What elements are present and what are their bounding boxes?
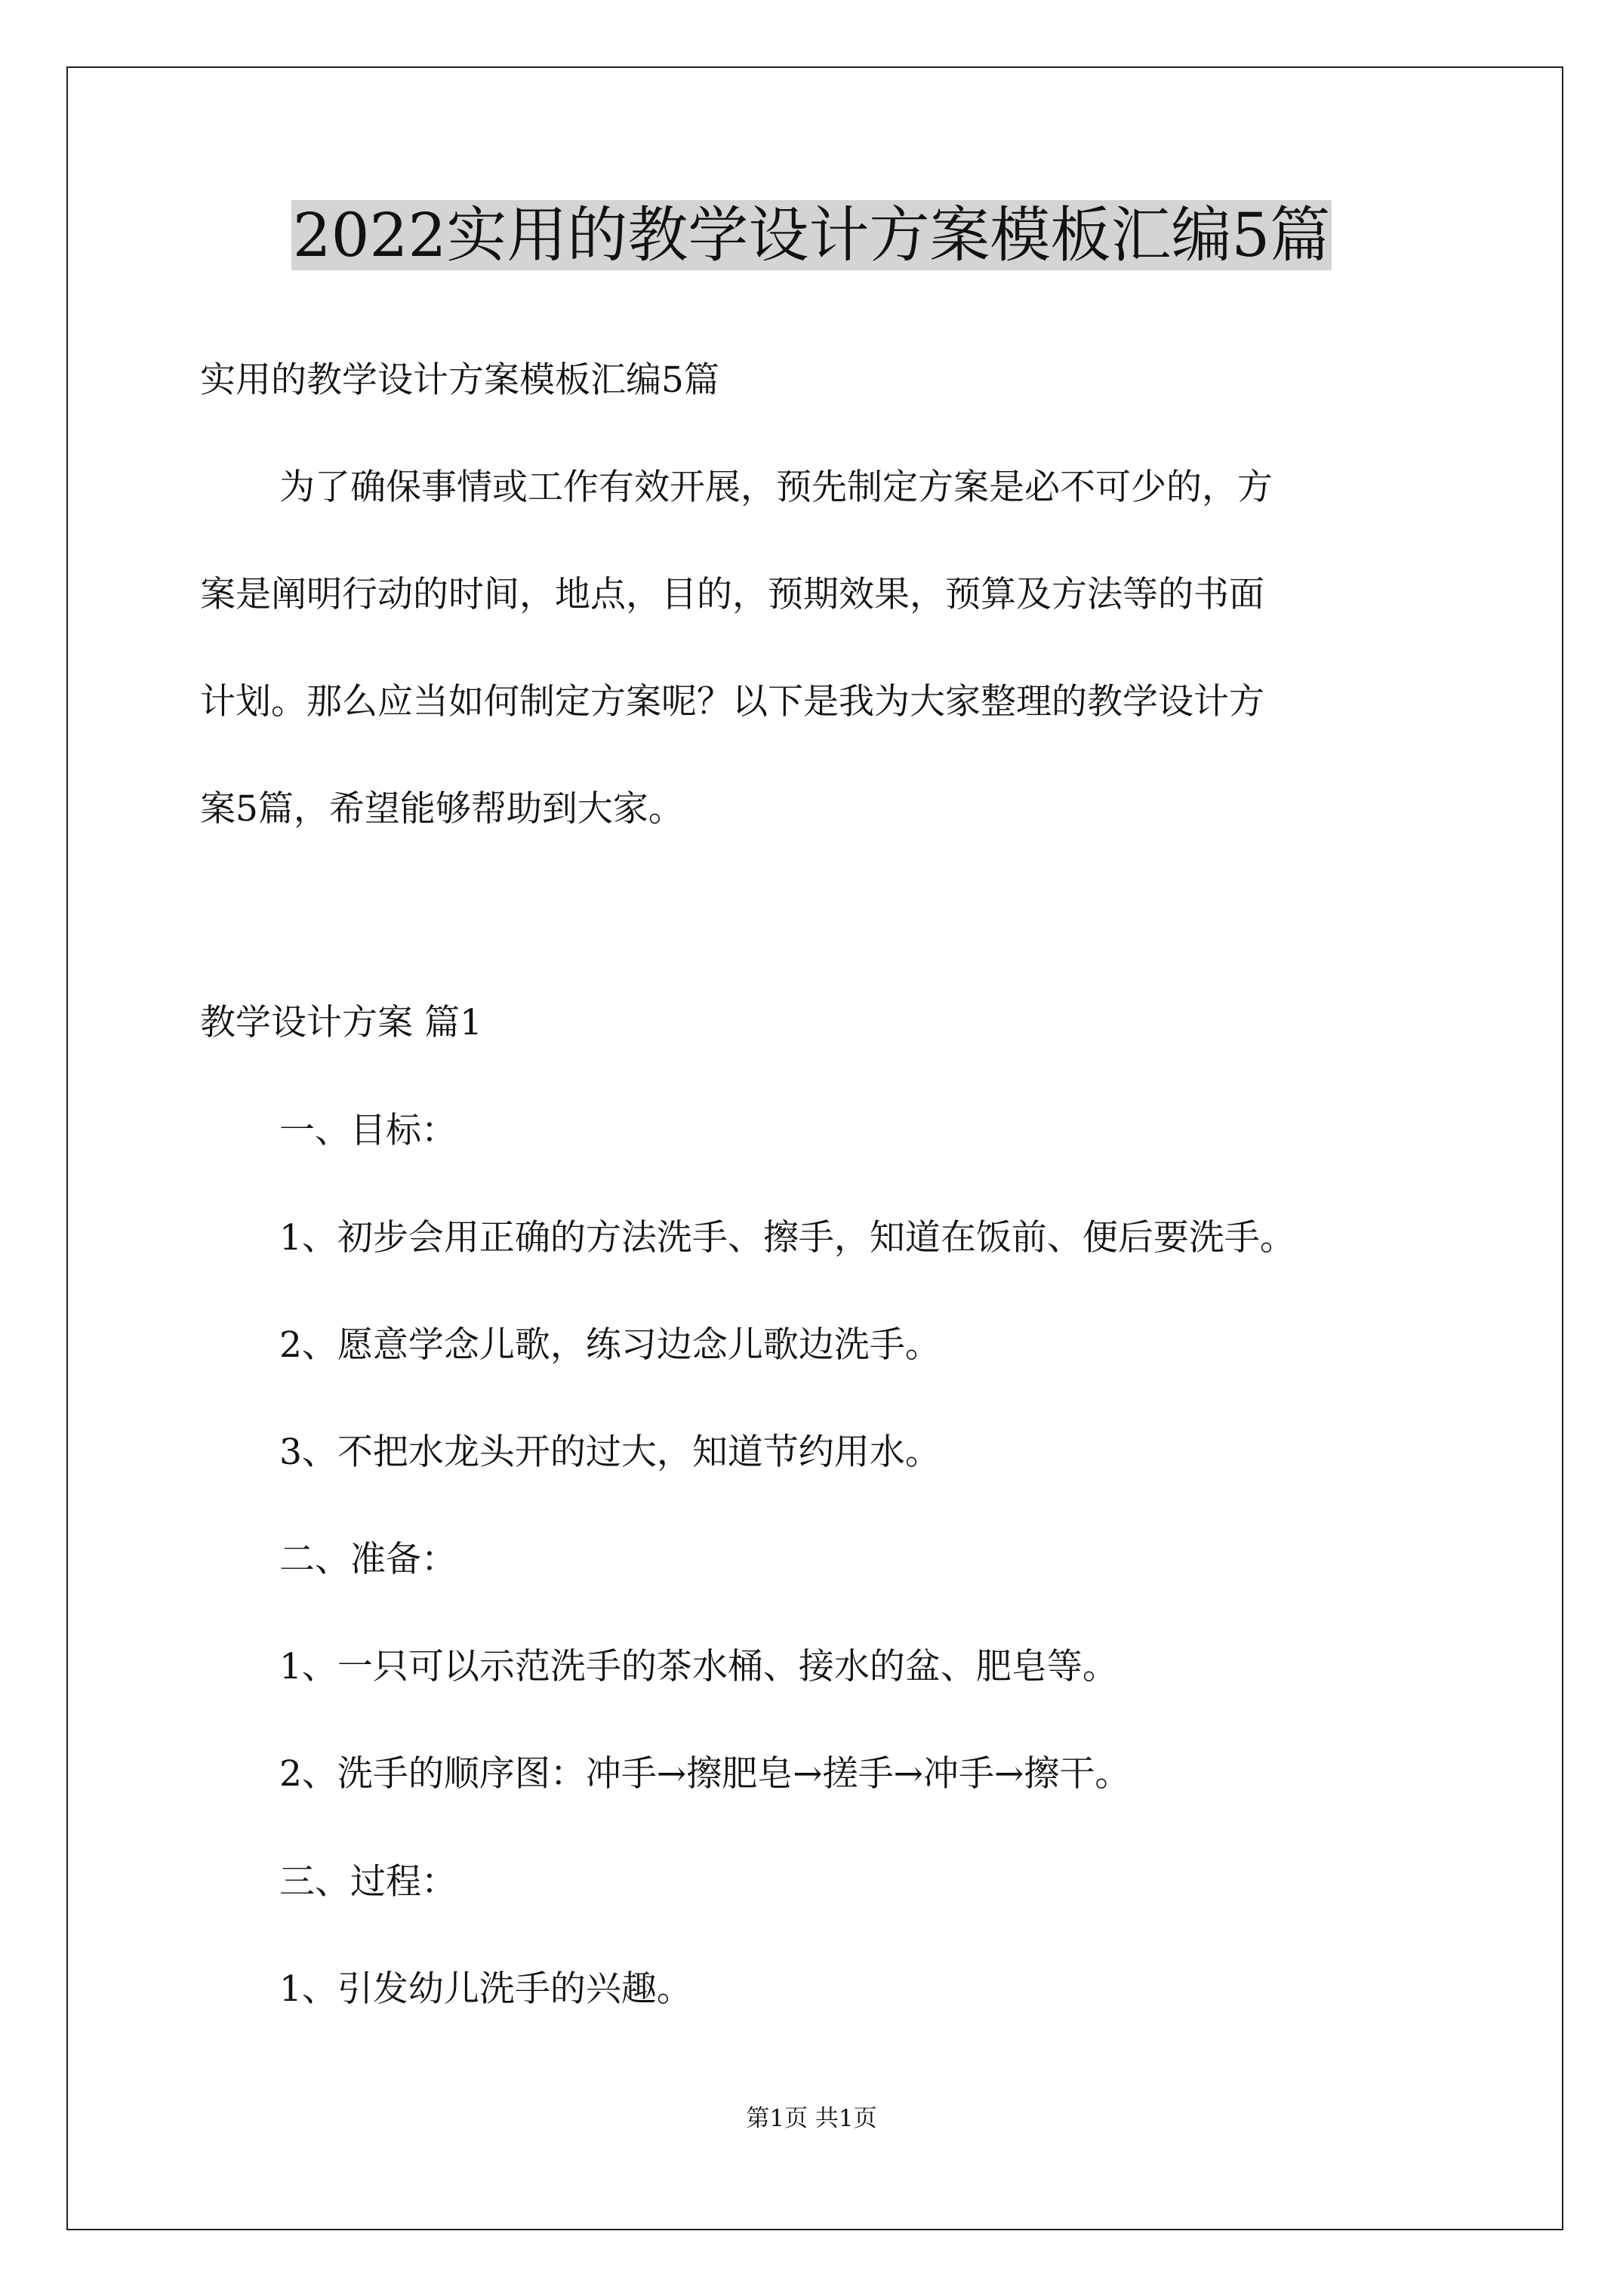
body-line-3: 2、愿意学念儿歌，练习边念儿歌边洗手。 [279,1324,941,1366]
intro-line-1: 为了确保事情或工作有效开展，预先制定方案是必不可少的，方 [279,467,1273,508]
section-heading: 教学设计方案 篇1 [200,1002,482,1043]
page-footer: 第1页 共1页 [746,2105,877,2132]
document-title-text: 2022实用的教学设计方案模板汇编5篇 [292,200,1331,270]
document-title [0,198,1623,273]
body-line-6: 1、一只可以示范洗手的茶水桶、接水的盆、肥皂等。 [279,1646,1118,1687]
body-line-9: 1、引发幼儿洗手的兴趣。 [279,1968,692,2010]
body-line-7: 2、洗手的顺序图：冲手→擦肥皂→搓手→冲手→擦干。 [279,1753,1131,1795]
body-line-1: 一、目标： [279,1110,457,1151]
body-line-2: 1、初步会用正确的方法洗手、擦手，知道在饭前、便后要洗手。 [279,1217,1295,1259]
body-line-8: 三、过程： [279,1861,457,1903]
intro-line-4: 案5篇，希望能够帮助到大家。 [200,788,684,830]
document-subtitle: 实用的教学设计方案模板汇编5篇 [200,359,719,401]
body-line-5: 二、准备： [279,1539,457,1580]
body-line-4: 3、不把水龙头开的过大，知道节约用水。 [279,1432,941,1473]
intro-line-2: 案是阐明行动的时间，地点，目的，预期效果，预算及方法等的书面 [200,574,1264,615]
intro-line-3: 计划。那么应当如何制定方案呢？以下是我为大家整理的教学设计方 [200,681,1264,723]
